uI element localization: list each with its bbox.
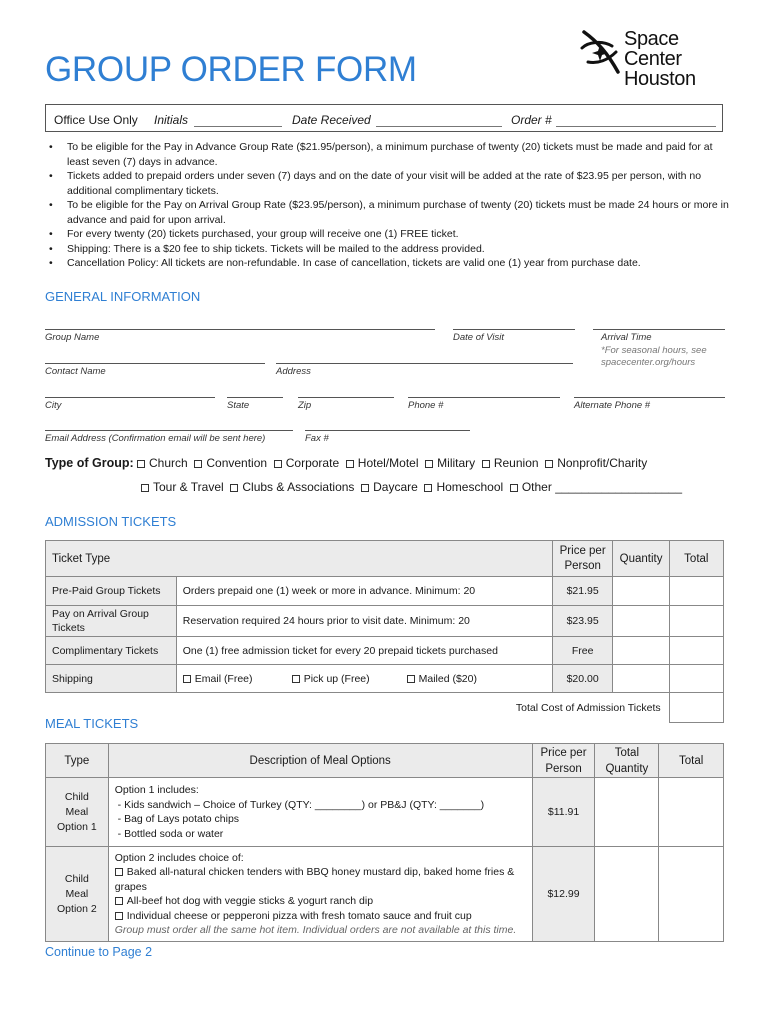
logo-mark-icon — [578, 28, 622, 78]
checkbox-icon — [424, 484, 432, 492]
date-of-visit-label: Date of Visit — [453, 332, 505, 343]
meal-quantity-header: Total Quantity — [595, 744, 659, 778]
initials-label: Initials — [154, 113, 189, 127]
meal-desc-cell: Option 1 includes: - Kids sandwich – Choice of Turkey (QTY: ________) or PB&J (QTY: _______) - Bag of Lays potato chips - Bottled soda or water — [108, 778, 532, 847]
zip-label: Zip — [298, 400, 312, 411]
list-item: • Shipping: There is a $20 fee to ship tickets. Tickets will be mailed to the address provided. — [45, 242, 735, 257]
quantity-input[interactable] — [613, 577, 669, 606]
ticket-type-cell: Complimentary Tickets — [46, 637, 177, 665]
fax-label: Fax # — [305, 433, 329, 444]
phone-label: Phone # — [408, 400, 444, 411]
terms-list — [45, 140, 735, 271]
meal-choice-1[interactable]: Baked all-natural chicken tenders with BBQ honey mustard dip, baked home fries & — [115, 865, 526, 880]
address-label: Address — [276, 366, 311, 377]
meal-price-header: Price per Person — [532, 744, 595, 778]
logo-line-2: Center — [624, 48, 682, 70]
address-field[interactable] — [276, 363, 573, 364]
checkbox-icon — [346, 460, 354, 468]
alternate-phone-field[interactable] — [574, 397, 725, 398]
quantity-header: Quantity — [613, 541, 669, 577]
total-input[interactable] — [659, 847, 724, 942]
ticket-type-cell: Pay on Arrival Group Tickets — [46, 606, 177, 637]
checkbox-icon — [407, 675, 415, 683]
meal-price-cell: $11.91 — [532, 778, 595, 847]
city-label: City — [45, 400, 62, 411]
meal-type-cell: Child Meal Option 2 — [46, 847, 109, 942]
fax-field[interactable] — [305, 430, 470, 431]
initials-field[interactable] — [194, 126, 282, 127]
group-type-reunion[interactable]: Reunion — [482, 456, 539, 470]
date-received-field[interactable] — [376, 126, 502, 127]
total-input[interactable] — [669, 665, 723, 693]
order-number-label: Order # — [511, 113, 552, 127]
meal-desc-cell: Option 2 includes choice of: Baked all-natural chicken tenders with BBQ honey mustard dip, baked home fries & grapes All-beef hot dog with veggie sticks & yogurt ranch dip Individual cheese or pepperoni pizza with fresh tomato sauce and fruit cup Group must order all the same hot item. Individual orders are not available at this time. — [108, 847, 532, 942]
office-use-label: Office Use Only — [54, 113, 138, 127]
meal-choice-3[interactable]: Individual cheese or pepperoni pizza with fresh tomato sauce and fruit cup — [115, 909, 526, 924]
group-type-daycare[interactable]: Daycare — [361, 480, 418, 494]
checkbox-icon — [274, 460, 282, 468]
list-item: • Cancellation Policy: All tickets are non-refundable. In case of cancellation, tickets are valid one (1) year from purchase date. — [45, 256, 735, 271]
checkbox-icon — [482, 460, 490, 468]
date-received-label: Date Received — [292, 113, 371, 127]
ticket-price-cell: $23.95 — [552, 606, 613, 637]
group-type-military[interactable]: Military — [425, 456, 475, 470]
group-name-label: Group Name — [45, 332, 100, 343]
arrival-time-label: Arrival Time — [601, 332, 652, 343]
ticket-type-cell: Pre-Paid Group Tickets — [46, 577, 177, 606]
shipping-mailed-option[interactable]: Mailed ($20) — [407, 673, 477, 685]
quantity-input[interactable] — [595, 847, 659, 942]
order-number-field[interactable] — [556, 126, 716, 127]
quantity-input[interactable] — [613, 606, 669, 637]
ticket-desc-cell: Reservation required 24 hours prior to visit date. Minimum: 20 — [176, 606, 552, 637]
table-row — [46, 637, 724, 665]
total-header: Total — [669, 541, 723, 577]
ticket-price-cell: Free — [552, 637, 613, 665]
state-label: State — [227, 400, 250, 411]
contact-name-label: Contact Name — [45, 366, 106, 377]
alternate-phone-label: Alternate Phone # — [574, 400, 651, 411]
total-admission-label: Total Cost of Admission Tickets — [515, 701, 661, 714]
city-field[interactable] — [45, 397, 215, 398]
list-item: • To be eligible for the Pay on Arrival Group Rate ($23.95/person), a minimum purchase of twenty (20) tickets must be made 24 hours or more in advance and paid for upon arrival. — [45, 198, 735, 227]
group-type-homeschool[interactable]: Homeschool — [424, 480, 503, 494]
checkbox-icon — [115, 912, 123, 920]
meal-total-header: Total — [659, 744, 724, 778]
list-item: • Tickets added to prepaid orders under seven (7) days and on the date of your visit will be added at the rate of $23.95 per person, with no additional complimentary tickets. — [45, 169, 735, 198]
checkbox-icon — [183, 675, 191, 683]
shipping-email-option[interactable]: Email (Free) — [183, 673, 289, 685]
zip-field[interactable] — [298, 397, 394, 398]
table-row — [46, 665, 724, 693]
group-type-clubs[interactable]: Clubs & Associations — [230, 480, 354, 494]
checkbox-icon — [425, 460, 433, 468]
checkbox-icon — [545, 460, 553, 468]
total-input[interactable] — [669, 606, 723, 637]
admission-heading: ADMISSION TICKETS — [45, 514, 177, 529]
group-type-row-2 — [141, 480, 682, 494]
group-type-row-1 — [45, 456, 647, 470]
group-type-other[interactable]: Other ___________________ — [510, 480, 682, 494]
quantity-input[interactable] — [595, 778, 659, 847]
group-type-nonprofit[interactable]: Nonprofit/Charity — [545, 456, 647, 470]
date-of-visit-field[interactable] — [453, 329, 575, 330]
phone-field[interactable] — [408, 397, 560, 398]
group-type-corporate[interactable]: Corporate — [274, 456, 339, 470]
total-input[interactable] — [669, 637, 723, 665]
office-use-box — [45, 104, 723, 132]
ticket-price-cell: $21.95 — [552, 577, 613, 606]
shipping-options-cell — [176, 665, 552, 693]
logo-line-1: Space — [624, 28, 679, 50]
space-center-houston-logo — [578, 28, 728, 90]
list-item: • For every twenty (20) tickets purchased, your group will receive one (1) FREE ticket. — [45, 227, 735, 242]
page-title: GROUP ORDER FORM — [45, 50, 417, 89]
table-row — [46, 778, 724, 847]
checkbox-icon — [292, 675, 300, 683]
price-header: Price per Person — [552, 541, 613, 577]
table-row — [46, 847, 724, 942]
email-label: Email Address (Confirmation email will be sent here) — [45, 433, 266, 444]
email-field[interactable] — [45, 430, 293, 431]
table-row — [46, 744, 724, 778]
contact-name-field[interactable] — [45, 363, 265, 364]
quantity-input[interactable] — [613, 665, 669, 693]
group-type-convention[interactable]: Convention — [194, 456, 267, 470]
group-type-church[interactable]: Church — [137, 456, 188, 470]
ticket-desc-cell: Orders prepaid one (1) week or more in advance. Minimum: 20 — [176, 577, 552, 606]
continue-link[interactable]: Continue to Page 2 — [45, 945, 153, 959]
checkbox-icon — [137, 460, 145, 468]
table-row — [46, 606, 724, 637]
checkbox-icon — [141, 484, 149, 492]
arrival-note: *For seasonal hours, see — [601, 345, 707, 356]
ticket-price-cell: $20.00 — [552, 665, 613, 693]
checkbox-icon — [115, 868, 123, 876]
quantity-input[interactable] — [613, 637, 669, 665]
table-row — [46, 693, 724, 723]
ticket-type-header: Ticket Type — [46, 541, 553, 577]
checkbox-icon — [194, 460, 202, 468]
meal-type-cell: Child Meal Option 1 — [46, 778, 109, 847]
state-field[interactable] — [227, 397, 283, 398]
arrival-note-link: spacecenter.org/hours — [601, 357, 696, 368]
total-admission-input[interactable] — [669, 693, 723, 723]
group-type-hotel-motel[interactable]: Hotel/Motel — [346, 456, 419, 470]
list-item: • To be eligible for the Pay in Advance Group Rate ($21.95/person), a minimum purchase of twenty (20) tickets must be made and paid for at least seven (7) days in advance. — [45, 140, 735, 169]
table-row — [46, 577, 724, 606]
total-input[interactable] — [669, 577, 723, 606]
group-type-label: Type of Group: — [45, 456, 134, 470]
ticket-desc-cell: One (1) free admission ticket for every 20 prepaid tickets purchased — [176, 637, 552, 665]
meal-price-cell: $12.99 — [532, 847, 595, 942]
meal-desc-header: Description of Meal Options — [108, 744, 532, 778]
checkbox-icon — [115, 897, 123, 905]
group-name-field[interactable] — [45, 329, 435, 330]
meal-heading: MEAL TICKETS — [45, 716, 139, 731]
total-input[interactable] — [659, 778, 724, 847]
group-type-tour-travel[interactable]: Tour & Travel — [141, 480, 224, 494]
meal-table — [45, 743, 724, 942]
meal-choice-2[interactable]: All-beef hot dog with veggie sticks & yogurt ranch dip — [115, 894, 526, 909]
ticket-type-cell: Shipping — [46, 665, 177, 693]
checkbox-icon — [510, 484, 518, 492]
checkbox-icon — [230, 484, 238, 492]
checkbox-icon — [361, 484, 369, 492]
shipping-pickup-option[interactable]: Pick up (Free) — [292, 673, 404, 685]
meal-type-header: Type — [46, 744, 109, 778]
admission-table — [45, 540, 724, 723]
arrival-time-field[interactable] — [593, 329, 725, 330]
general-info-heading: GENERAL INFORMATION — [45, 289, 201, 304]
table-row — [46, 541, 724, 577]
logo-line-3: Houston — [624, 68, 696, 90]
